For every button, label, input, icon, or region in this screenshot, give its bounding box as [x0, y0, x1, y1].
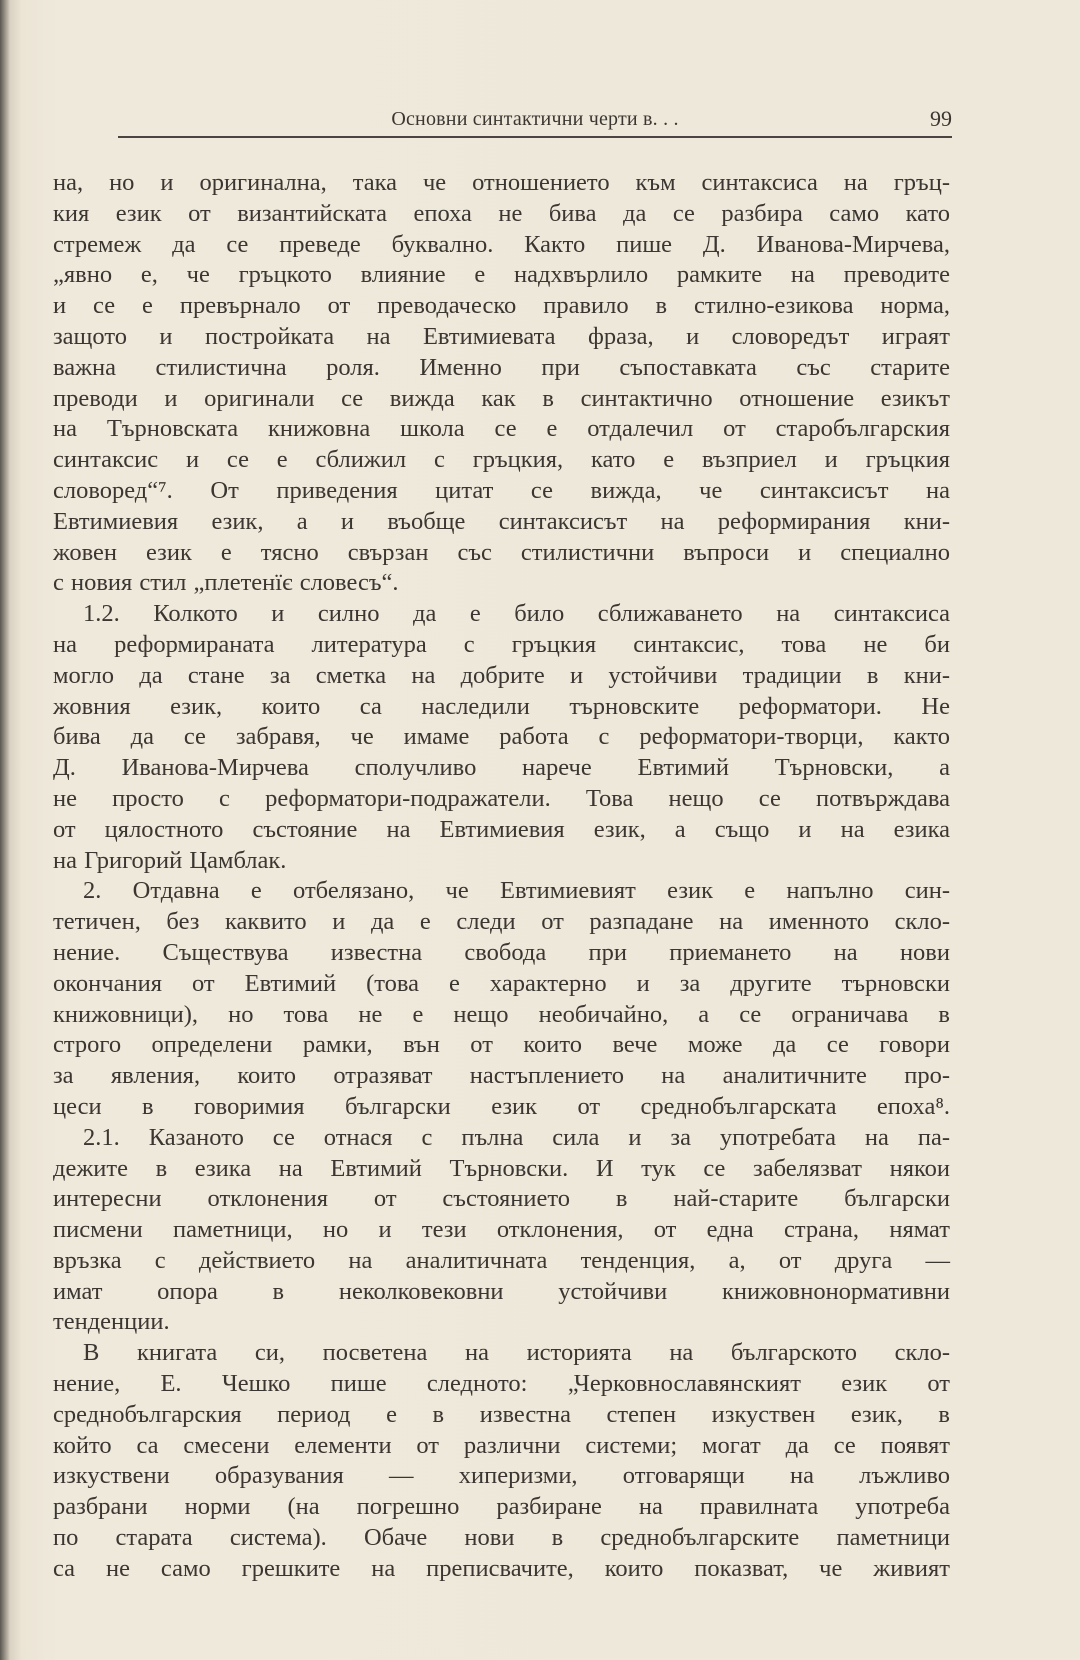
- text-line: по старата система). Обаче нови в среднобългарските паметници: [53, 1524, 950, 1552]
- text-line: разбрани норми (на погрешно разбиране на правилната употреба: [53, 1493, 950, 1521]
- text-line: изкуствени образувания — хиперизми, отговарящи на лъжливо: [53, 1462, 950, 1490]
- text-line: тетичен, без каквито и да е следи от разпадане на именното скло-: [53, 908, 950, 936]
- text-line: книжовници), но това не е нещо необичайно, а се ограничава в: [53, 1000, 950, 1028]
- text-line: не просто с реформатори-подражатели. Това нещо се потвърждава: [53, 784, 950, 812]
- text-line: 1.2. Колкото и силно да е било сближаването на синтаксиса: [83, 600, 950, 628]
- text-line: стремеж да се преведе буквално. Както пише Д. Иванова-Мирчева,: [53, 230, 950, 258]
- text-line: жовен език е тясно свързан със стилистични въпроси и специално: [53, 538, 950, 566]
- text-line: дежите в езика на Евтимий Търновски. И тук се забелязват някои: [53, 1154, 950, 1182]
- header-rule: [118, 136, 952, 138]
- text-line: който са смесени елементи от различни системи; могат да се появят: [53, 1431, 950, 1459]
- text-line: жовния език, които са наследили търновските реформатори. Не: [53, 692, 950, 720]
- text-line: среднобългарския период е в известна степен изкуствен език, в: [53, 1400, 950, 1428]
- text-line: на Григорий Цамблак.: [53, 846, 287, 874]
- text-line: Д. Иванова-Мирчева сполучливо нарече Евтимий Търновски, а: [53, 754, 950, 782]
- text-line: нение. Съществува известна свобода при приемането на нови: [53, 938, 950, 966]
- text-line: на Търновската книжовна школа се е отдалечил от старобългарския: [53, 415, 950, 443]
- text-line: връзка с действието на аналитичната тенденция, а, от друга —: [53, 1246, 950, 1274]
- text-line: бива да се забравя, че имаме работа с реформатори-творци, както: [53, 723, 950, 751]
- text-line: преводи и оригинали се вижда как в синтактично отношение езикът: [53, 384, 950, 412]
- text-line: Евтимиевия език, а и въобще синтаксисът на реформирания кни-: [53, 507, 950, 535]
- text-line: нение, Е. Чешко пише следното: „Черковнославянският език от: [53, 1370, 950, 1398]
- text-line: защото и постройката на Евтимиевата фраза, и словоредът играят: [53, 322, 950, 350]
- running-header: [118, 104, 952, 134]
- text-line: 2. Отдавна е отбелязано, че Евтимиевият език е напълно син-: [83, 877, 950, 905]
- text-line: интересни отклонения от състоянието в най-старите български: [53, 1185, 950, 1213]
- text-line: тенденции.: [53, 1308, 170, 1336]
- text-line: на, но и оригинална, така че отношението към синтаксиса на гръц-: [53, 169, 950, 196]
- text-line: „явно е, че гръцкото влияние е надхвърлило рамките на преводите: [53, 261, 950, 289]
- text-line: са не само грешките на преписвачите, които показват, че живият: [53, 1554, 950, 1582]
- text-line: писмени паметници, но и тези отклонения, от една страна, нямат: [53, 1216, 950, 1244]
- text-line: 2.1. Казаното се отнася с пълна сила и за употребата на па-: [83, 1123, 950, 1151]
- text-line: могло да стане за сметка на добрите и устойчиви традиции в кни-: [53, 661, 950, 689]
- text-line: строго определени рамки, вън от които вече може да се говори: [53, 1031, 950, 1059]
- text-line: цеси в говоримия български език от среднобългарската епоха⁸.: [53, 1092, 950, 1120]
- text-line: словоред“⁷. От приведения цитат се вижда, че синтаксисът на: [53, 476, 950, 504]
- page-number: 99: [930, 106, 952, 131]
- text-line: за явления, които отразяват настъплението на аналитичните про-: [53, 1062, 950, 1090]
- text-line: важна стилистична роля. Именно при съпоставката със старите: [53, 353, 950, 381]
- text-line: кия език от византийската епоха не бива да се разбира само като: [53, 199, 950, 227]
- text-line: синтаксис и се е сближил с гръцкия, като е възприел и гръцкия: [53, 446, 950, 474]
- text-line: от цялостното състояние на Евтимиевия език, а също и на езика: [53, 815, 950, 843]
- text-line: на реформираната литература с гръцкия синтаксис, това не би: [53, 630, 950, 658]
- running-title: Основни синтактични черти в. . .: [391, 108, 679, 130]
- text-line: В книгата си, посветена на историята на българското скло-: [83, 1339, 950, 1367]
- body-text: [53, 168, 950, 1585]
- text-line: окончания от Евтимий (това е характерно и за другите търновски: [53, 969, 950, 997]
- text-line: и се е превърнало от преводаческо правило в стилно-езикова норма,: [53, 292, 950, 320]
- text-line: имат опора в неколковековни устойчиви книжовнонормативни: [53, 1277, 950, 1305]
- text-line: с новия стил „плетенїє словесъ“.: [53, 569, 399, 597]
